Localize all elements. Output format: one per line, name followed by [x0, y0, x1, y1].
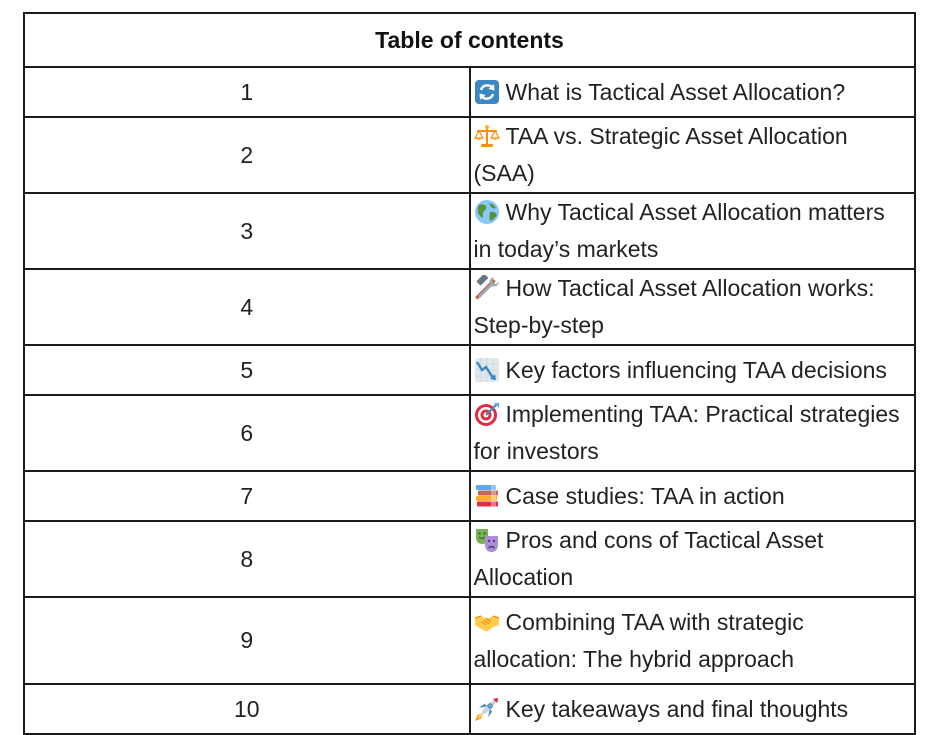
toc-entry-label: Pros and cons of Tactical Asset Allocation	[473, 527, 824, 590]
table-row	[24, 193, 915, 269]
toc-entry[interactable]	[470, 471, 916, 521]
toc-entry[interactable]	[470, 521, 916, 597]
hammer-wrench-icon	[474, 275, 500, 301]
table-row	[24, 395, 915, 471]
row-number: 8	[24, 521, 470, 597]
row-number: 9	[24, 597, 470, 684]
toc-entry-label: What is Tactical Asset Allocation?	[505, 78, 846, 105]
toc-entry-label: Key factors influencing TAA decisions	[505, 356, 887, 383]
toc-entry-label: Implementing TAA: Practical strategies for investors	[473, 401, 900, 464]
table-row	[24, 269, 915, 345]
books-icon	[474, 483, 500, 509]
handshake-icon	[474, 609, 500, 635]
target-icon	[474, 401, 500, 427]
theater-masks-icon	[474, 527, 500, 553]
toc-entry[interactable]	[470, 193, 916, 269]
rocket-icon	[474, 696, 500, 722]
refresh-arrows-icon	[474, 79, 500, 105]
row-number: 7	[24, 471, 470, 521]
toc-entry-label: Combining TAA with strategic allocation: The hybrid approach	[473, 608, 804, 672]
row-number: 10	[24, 684, 470, 734]
row-number: 6	[24, 395, 470, 471]
table-row	[24, 684, 915, 734]
table-row	[24, 345, 915, 395]
row-number: 4	[24, 269, 470, 345]
balance-scale-icon	[474, 123, 500, 149]
toc-entry[interactable]	[470, 345, 916, 395]
toc-entry[interactable]	[470, 67, 916, 117]
toc-entry-label: TAA vs. Strategic Asset Allocation (SAA)	[473, 123, 848, 186]
row-number: 1	[24, 67, 470, 117]
row-number: 5	[24, 345, 470, 395]
toc-header-row	[24, 13, 915, 67]
table-row	[24, 67, 915, 117]
table-row	[24, 597, 915, 684]
table-row	[24, 117, 915, 193]
toc-entry[interactable]	[470, 597, 916, 684]
toc-entry[interactable]	[470, 395, 916, 471]
row-number: 3	[24, 193, 470, 269]
toc-entry[interactable]	[470, 117, 916, 193]
row-number: 2	[24, 117, 470, 193]
toc-entry-label: Why Tactical Asset Allocation matters in today’s markets	[473, 199, 885, 262]
toc-entry-label: How Tactical Asset Allocation works: Step-by-step	[473, 275, 875, 338]
toc-entry-label: Key takeaways and final thoughts	[505, 695, 849, 722]
table-of-contents	[23, 12, 916, 735]
globe-icon	[474, 199, 500, 225]
chart-decreasing-icon	[474, 357, 500, 383]
toc-entry[interactable]	[470, 269, 916, 345]
toc-header: Table of contents	[24, 13, 915, 67]
table-row	[24, 521, 915, 597]
toc-entry-label: Case studies: TAA in action	[505, 482, 785, 509]
toc-entry[interactable]	[470, 684, 916, 734]
table-row	[24, 471, 915, 521]
